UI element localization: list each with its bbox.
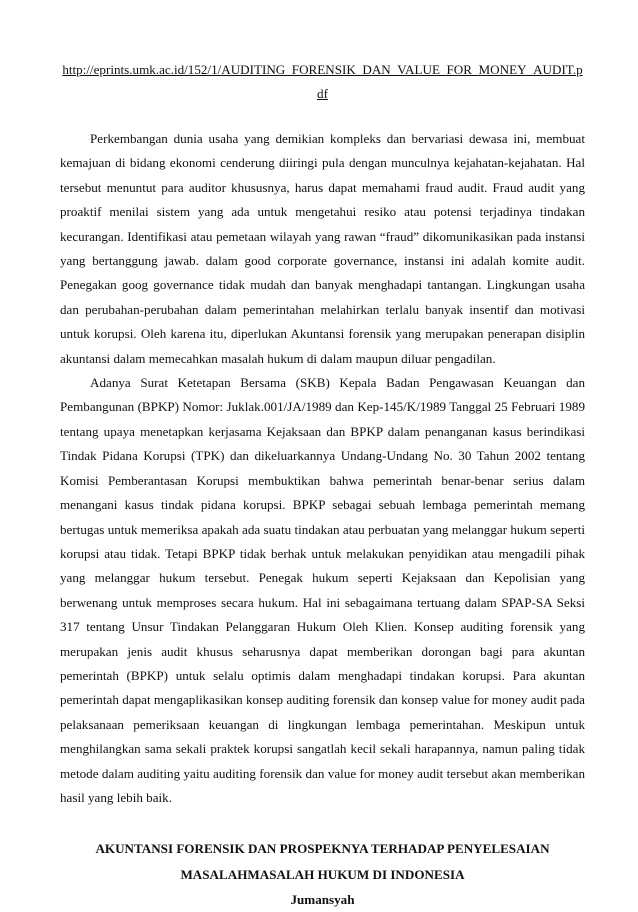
section-heading	[60, 836, 585, 888]
source-url[interactable]	[60, 58, 585, 106]
paragraph-2: Adanya Surat Ketetapan Bersama (SKB) Kepala Badan Pengawasan Keuangan dan Pembangunan (BPKP) Nomor: Juklak.001/JA/1989 dan Kep-145/K/1989 Tanggal 25 Februari 1989 tentang upaya menetapkan kerjasama Kejaksaan dan BPKP dalam penanganan kasus berindikasi Tindak Pidana Korupsi (TPK) dan dikeluarkannya Undang-Undang No. 30 Tahun 2002 tentang Komisi Pemberantasan Korupsi membuktikan bahwa pemerintah benar-benar serius dalam menangani kasus tindak pidana korupsi. BPKP sebagai sebuah lembaga pemerintah memang bertugas untuk memeriksa apakah ada suatu tindakan atau perbuatan yang melanggar hukum seperti korupsi atau tidak. Tetapi BPKP tidak berhak untuk melakukan penyidikan atau mengadili pihak yang melanggar hukum tersebut. Penegak hukum seperti Kejaksaan dan Kepolisian yang berwenang untuk memproses secara hukum. Hal ini sebagaimana tertuang dalam SPAP-SA Seksi 317 tentang Unsur Tindakan Pelanggaran Hukum Oleh Klien. Konsep auditing forensik yang merupakan jenis audit khusus seharusnya dapat memberikan dorongan bagi para akuntan pemerintah (BPKP) untuk selalu optimis dalam menghadapi tindakan korupsi. Para akuntan pemerintah dapat mengaplikasikan konsep auditing forensik dan konsep value for money audit pada pelaksanaan pemeriksaan keuangan di lingkungan lembaga pemerintahan. Meskipun untuk menghilangkan sama sekali praktek korupsi sangatlah kecil sekali harapannya, namun paling tidak metode dalam auditing yaitu auditing forensik dan value for money audit tersebut akan memberikan hasil yang lebih baik.	[60, 375, 585, 805]
section-heading-line-1: AKUNTANSI FORENSIK DAN PROSPEKNYA TERHADAP PENYELESAIAN	[95, 841, 550, 857]
source-url-line-2[interactable]: df	[317, 86, 328, 101]
paragraph-1: Perkembangan dunia usaha yang demikian kompleks dan bervariasi dewasa ini, membuat kemajuan di bidang ekonomi cenderung diiringi pula dengan munculnya kejahatan-kejahatan. Hal tersebut menuntut para auditor khususnya, harus dapat memahami fraud audit. Fraud audit yang proaktif menilai sistem yang ada untuk mengetahui resiko atau potensi terjadinya tindakan kecurangan. Identifikasi atau pemetaan wilayah yang rawan “fraud” dikomunikasikan pada instansi yang bertanggung jawab. dalam good corporate governance, instansi ini adalah komite audit. Penegakan goog governance tidak mudah dan banyak menghadapi tantangan. Lingkungan usaha dan perubahan-perubahan dalam pemerintahan melahirkan terlalu banyak insentif dan motivasi untuk korupsi. Oleh karena itu, diperlukan Akuntansi forensik yang merupakan penerapan disiplin akuntansi dalam memecahkan masalah hukum di dalam maupun diluar pengadilan.	[60, 131, 585, 366]
section-heading-line-2: MASALAHMASALAH HUKUM DI INDONESIA	[180, 867, 465, 883]
author-name: Jumansyah	[290, 892, 355, 908]
source-url-line-1[interactable]: http://eprints.umk.ac.id/152/1/AUDITING_FORENSIK_DAN_VALUE_FOR_MONEY_AUDIT.p	[62, 62, 583, 77]
